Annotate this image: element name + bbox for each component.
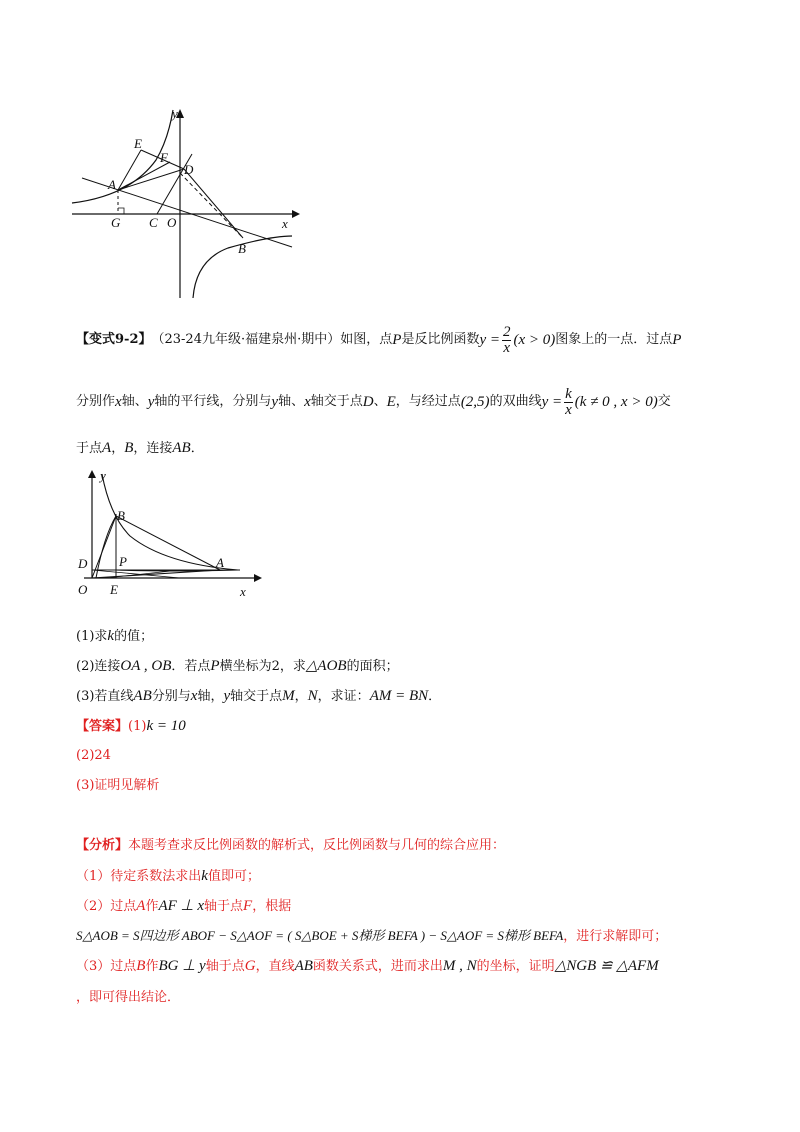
math-y-eq: y = — [479, 332, 500, 348]
analysis-step-1 — [76, 866, 260, 887]
text: 轴于点 — [204, 899, 244, 914]
frac-num: k — [565, 385, 572, 402]
label-p: P — [119, 554, 127, 569]
math-y-eq: y = — [541, 394, 563, 410]
label-o: O — [167, 215, 177, 230]
text: 、 — [373, 394, 387, 409]
math-area-formula: S△AOB = S四边形 ABOF − S△AOF = ( S△BOE + S梯形 BEFA ) − S△AOF = S梯形 BEFA — [76, 928, 564, 943]
text: 本题考查求反比例函数的解析式，反比例函数与几何的综合应用： — [128, 838, 506, 853]
text: ， — [294, 689, 308, 704]
math-k: k — [107, 628, 115, 644]
math-b: B — [136, 958, 146, 974]
math-f: F — [243, 898, 253, 914]
problem-line-3 — [76, 438, 204, 459]
line-db — [184, 169, 243, 238]
text: 的值； — [114, 629, 154, 644]
x-axis-arrow — [254, 574, 262, 582]
label-f: F — [160, 150, 168, 165]
text: 的双曲线 — [489, 394, 542, 409]
text: (1)求 — [76, 629, 108, 644]
math-am-bn: AM = BN — [369, 688, 429, 704]
frac-den: x — [565, 401, 572, 418]
line-ob — [92, 516, 116, 578]
text: 轴， — [197, 689, 224, 704]
math-n: N — [307, 688, 318, 704]
math-p: P — [210, 658, 220, 674]
text: 轴的平行线，分别与 — [154, 394, 272, 409]
text: 如图，点 — [340, 332, 393, 347]
text: ． — [190, 441, 204, 456]
text: 分别与 — [151, 689, 191, 704]
text: 轴、 — [278, 394, 305, 409]
label-d: D — [184, 162, 194, 177]
analysis-formula — [76, 926, 667, 947]
answer-2: (2)24 — [76, 748, 111, 763]
line-ab — [116, 516, 220, 570]
question-1 — [76, 626, 153, 647]
math-ab: AB — [133, 688, 152, 704]
x-axis-arrow — [292, 210, 300, 218]
answer-tag: 【答案】 — [76, 719, 129, 734]
text: ，进行求解即可； — [563, 929, 668, 944]
text: 轴、 — [121, 394, 148, 409]
math-y: y — [271, 394, 279, 410]
right-angle-mark — [118, 208, 124, 214]
figure-1-svg — [60, 100, 310, 305]
math-y: y — [147, 394, 155, 410]
text: 值即可； — [207, 869, 260, 884]
math-x: x — [115, 394, 122, 410]
text: 作 — [145, 959, 159, 974]
problem-source: （23-24九年级·福建泉州·期中） — [151, 332, 341, 347]
analysis-conclusion: ，即可得出结论． — [76, 990, 181, 1005]
label-d: D — [78, 556, 88, 571]
hyperbola-2 — [96, 516, 116, 578]
math-oa-ob: OA , OB — [120, 658, 172, 674]
label-y: y — [100, 468, 106, 483]
text: ， — [111, 441, 125, 456]
math-triangle-aob: △AOB — [305, 658, 347, 674]
text: ，连接 — [133, 441, 173, 456]
math-bg-perp: BG ⊥ y — [158, 958, 206, 974]
text: （1）待定系数法求出 — [76, 869, 202, 884]
text: 交 — [657, 394, 671, 409]
math-y: y — [223, 688, 231, 704]
math-af-perp: AF ⊥ x — [158, 898, 205, 914]
text: （2）过点 — [76, 899, 137, 914]
text: ，与经过点 — [395, 394, 461, 409]
math-ab: AB — [294, 958, 313, 974]
label-x: x — [282, 216, 288, 231]
math-point: (2,5) — [460, 394, 490, 410]
text: 于点 — [76, 441, 103, 456]
label-a: A — [108, 177, 116, 192]
math-k-eq: k = 10 — [146, 718, 186, 734]
answer-3: (3)证明见解析 — [76, 778, 160, 793]
label-o: O — [78, 582, 88, 597]
text: ，根据 — [252, 899, 292, 914]
label-b: B — [238, 241, 246, 256]
math-m-n: M , N — [442, 958, 477, 974]
label-a: A — [216, 555, 224, 570]
label-x: x — [240, 584, 246, 599]
text: 图象上的一点．过点 — [555, 332, 673, 347]
text: 函数关系式，进而求出 — [312, 959, 443, 974]
text: 是反比例函数 — [401, 332, 480, 347]
y-axis-arrow — [88, 470, 96, 478]
analysis-step-2 — [76, 896, 291, 917]
math-ab: AB — [172, 440, 191, 456]
label-b: B — [117, 508, 125, 523]
text: 横坐标为2，求 — [219, 659, 306, 674]
analysis-step-3 — [76, 956, 659, 977]
math-congruence: △NGB ≌ △AFM — [554, 958, 659, 974]
math-x: x — [190, 688, 198, 704]
math-x: x — [304, 394, 311, 410]
fraction-k-over-x — [564, 387, 573, 418]
answer-1 — [76, 716, 186, 737]
figure-2-svg — [70, 466, 270, 602]
label-c: C — [149, 215, 158, 230]
label-e: E — [134, 136, 142, 151]
text: 分别作 — [76, 394, 116, 409]
question-3 — [76, 686, 441, 707]
problem-tag: 【变式9-2】 — [76, 332, 152, 347]
figure-1 — [60, 100, 310, 305]
figure-2 — [70, 466, 270, 602]
label-g: G — [111, 215, 121, 230]
analysis-tag: 【分析】 — [76, 838, 129, 853]
frac-den: x — [503, 339, 511, 356]
math-e: E — [386, 394, 396, 410]
math-cond: (k ≠ 0 , x > 0) — [574, 394, 658, 410]
text: (2)连接 — [76, 659, 121, 674]
analysis-intro — [76, 836, 505, 856]
text: 作 — [145, 899, 159, 914]
text: 的面积； — [346, 659, 399, 674]
text: ，求证： — [317, 689, 370, 704]
text: (3)若直线 — [76, 689, 134, 704]
math-m: M — [282, 688, 295, 704]
question-2 — [76, 656, 399, 677]
frac-num: 2 — [502, 323, 511, 340]
text: ．若点 — [171, 659, 211, 674]
problem-line-2 — [76, 384, 671, 420]
text: 轴交于点 — [310, 394, 363, 409]
text: ． — [428, 689, 442, 704]
text: （3）过点 — [76, 959, 137, 974]
math-b: B — [124, 440, 134, 456]
problem-line-1 — [76, 322, 681, 358]
text: 的坐标，证明 — [476, 959, 555, 974]
label-y: y — [172, 106, 178, 121]
fraction-2-over-x — [502, 325, 512, 356]
math-p: P — [672, 332, 682, 348]
math-p: P — [392, 332, 402, 348]
math-d: D — [362, 394, 374, 410]
text: (1) — [128, 719, 147, 734]
text: 轴于点 — [205, 959, 245, 974]
text: 轴交于点 — [230, 689, 283, 704]
text: ，直线 — [255, 959, 295, 974]
math-cond: (x > 0) — [513, 332, 556, 348]
math-k: k — [201, 868, 208, 884]
label-e: E — [110, 582, 118, 597]
math-a: A — [136, 898, 146, 914]
math-g: G — [244, 958, 256, 974]
math-a: A — [102, 440, 112, 456]
